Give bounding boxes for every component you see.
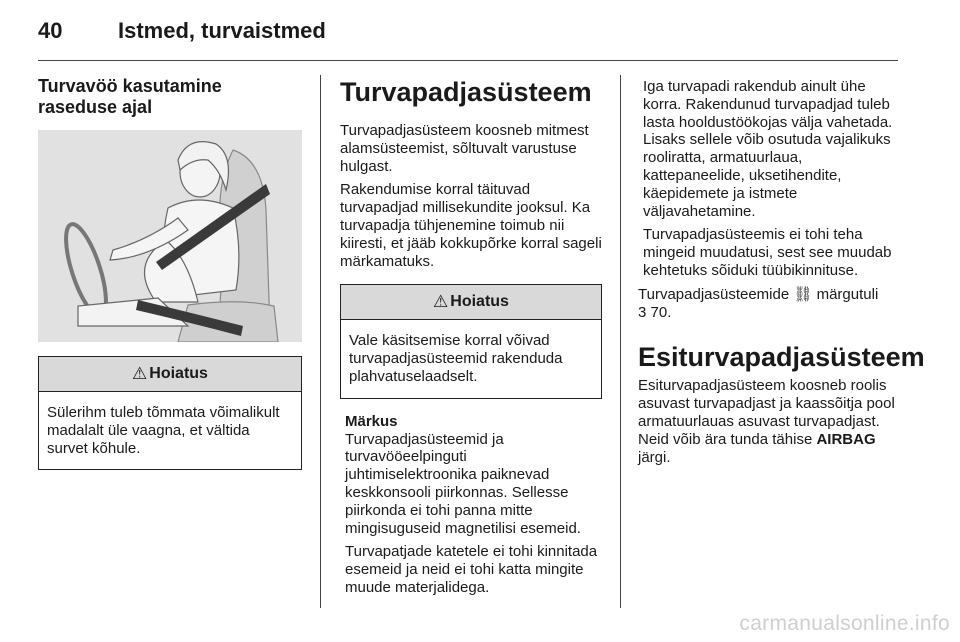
paragraph-modifications: Turvapadjasüsteemis ei tohi teha mingeid muudatusi, sest see muudab kehtetuks sõiduki tüübikinnituse. (643, 226, 892, 279)
airbag-indicator-icon: ⛓ (793, 285, 813, 303)
warning-box-airbag (340, 284, 602, 398)
warning-text: Vale käsitsemise korral võivad turvapadjasüsteemid rakenduda plahvatuselaadselt. (349, 332, 563, 385)
pregnant-driver-illustration (38, 130, 302, 342)
airbag-label: AIRBAG (816, 430, 876, 448)
paragraph-2: Rakendumise korral täituvad turvapadjad millisekundite jooksul. Ka turvapadja tühjenemine toimub nii kiiresti, et jääb kokkupõrke korral sageli märkamatuks. (340, 181, 602, 270)
warning-title: Hoiatus (149, 365, 208, 382)
warning-body (39, 392, 301, 469)
indicator-tail: märgutuli (816, 285, 879, 303)
note-block (340, 431, 602, 597)
watermark: carmanualsonline.info (739, 612, 950, 635)
illustration-svg (38, 130, 302, 342)
warning-header (341, 285, 601, 320)
section-title-airbag-system: Turvapadjasüsteem (340, 77, 592, 107)
warning-text: Sülerihm tuleb tõmmata võimalikult madalalt üle vaagna, et vältida survet kõhule. (47, 404, 280, 457)
front-airbag-text: Esiturvapadjasüsteem koosneb roolis asuvast turvapadjast ja kaassõitja pool armatuurlauas asuvast turvapadjast. Neid võib ära tunda tähise (638, 377, 895, 448)
paragraph-1: Turvapadjasüsteem koosneb mitmest alamsüsteemist, sõltuvalt varustuse hulgast. (340, 122, 589, 175)
page-ref-arrow-icon: 3 (638, 303, 647, 321)
note-label: Märkus (345, 412, 398, 430)
warning-title: Hoiatus (450, 293, 509, 311)
subheading-pregnancy: Turvavöö kasutamine raseduse ajal (38, 76, 222, 117)
header-rule (38, 60, 898, 61)
front-airbag-tail: järgi. (638, 448, 671, 466)
paragraph-front-airbag (638, 377, 900, 466)
page-number: 40 (38, 18, 63, 43)
column-divider-1 (320, 75, 321, 608)
column-1 (38, 76, 302, 470)
running-head: Istmed, turvaistmed (118, 18, 326, 43)
warning-triangle-icon: ⚠ (433, 292, 449, 312)
warning-header (39, 357, 301, 392)
section-title-front-airbag: Esiturvapadjasüsteem (638, 342, 925, 373)
note-paragraph-2: Turvapatjade katetele ei tohi kinnitada esemeid ja neid ei tohi katta mingite muude materjalidega. (345, 543, 598, 596)
warning-body (341, 320, 601, 397)
warning-triangle-icon: ⚠ (132, 364, 148, 383)
column-3 (638, 76, 925, 466)
page-ref: 70. (650, 303, 672, 321)
column-divider-2 (620, 75, 621, 608)
paragraph-replacement: Iga turvapadi rakendub ainult ühe korra. Rakendunud turvapadjad tuleb lasta hooldustöökojas välja vahetada. Lisaks sellele võib osutuda vajalikuks rooliratta, armatuurlaua, kattepaneelide, uksetihendite, käepidemete ja istmete väljavahetamine. (643, 78, 893, 220)
indicator-text: Turvapadjasüsteemide (638, 285, 790, 303)
indented-block (638, 78, 900, 280)
note-paragraph-1: Turvapadjasüsteemid ja turvavööeelpinguti juhtimiselektroonika paiknevad keskkonsooli piirkonnas. Sellesse piirkonda ei tohi panna mitte mingisuguseid magnetilisi esemeid. (345, 430, 581, 537)
warning-box-pregnancy (38, 356, 302, 470)
paragraph-indicator (638, 286, 900, 322)
column-2 (340, 76, 602, 597)
